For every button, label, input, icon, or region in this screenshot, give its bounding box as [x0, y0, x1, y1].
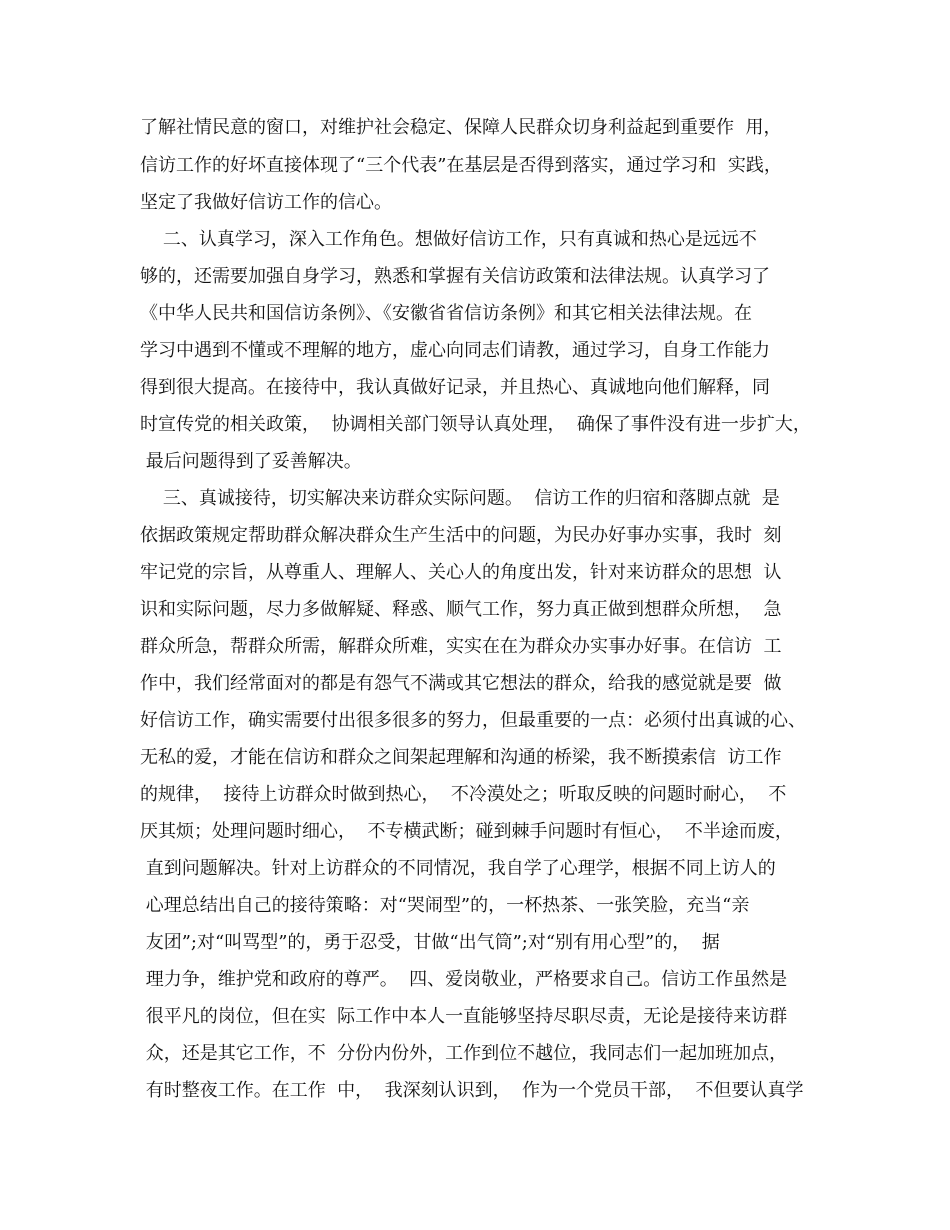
text-line: 最后问题得到了妥善解决。	[140, 451, 362, 472]
text-line: 坚定了我做好信访工作的信心。	[140, 192, 392, 213]
text-line: 作中，我们经常面对的都是有怨气不满或其它想法的群众，给我的感觉就是要 做	[140, 673, 782, 694]
text-line: 牢记党的宗旨，从尊重人、理解人、关心人的角度出发，针对来访群众的思想 认	[140, 562, 782, 583]
text-line: 得到很大提高。在接待中，我认真做好记录，并且热心、真诚地向他们解释，同	[140, 377, 770, 398]
text-line: 三、真诚接待，切实解决来访群众实际问题。 信访工作的归宿和落脚点就 是	[140, 488, 780, 509]
text-line: 时宣传党的相关政策， 协调相关部门领导认真处理， 确保了事件没有进一步扩大，	[140, 414, 811, 435]
text-line: 《中华人民共和国信访条例》、《安徽省省信访条例》和其它相关法律法规。在	[140, 303, 752, 324]
text-line: 直到问题解决。针对上访群众的不同情况，我自学了心理学，根据不同上访人的	[140, 858, 776, 879]
text-line: 依据政策规定帮助群众解决群众生产生活中的问题，为民办好事办实事，我时 刻	[140, 525, 782, 546]
text-line: 群众所急，帮群众所需，解群众所难，实实在在为群众办实事办好事。在信访 工	[140, 636, 782, 657]
text-line: 识和实际问题，尽力多做解疑、释惑、顺气工作，努力真正做到想群众所想， 急	[140, 599, 782, 620]
text-line: 了解社情民意的窗口，对维护社会稳定、保障人民群众切身利益起到重要作 用，	[140, 117, 782, 138]
text-line: 二、认真学习，深入工作角色。想做好信访工作，只有真诚和热心是远远不	[140, 229, 757, 250]
text-line: 厌其烦；处理问题时细心， 不专横武断；碰到棘手问题时有恒心， 不半途而废，	[140, 821, 793, 842]
text-line: 众，还是其它工作，不 分份内份外，工作到位不越位，我同志们一起加班加点，	[140, 1043, 788, 1064]
text-line: 学习中遇到不懂或不理解的地方，虚心向同志们请教，通过学习，自身工作能力	[140, 340, 770, 361]
text-line: 的规律， 接待上访群众时做到热心， 不冷漠处之；听取反映的问题时耐心， 不	[140, 784, 787, 805]
text-line: 心理总结出自己的接待策略：对“哭闹型”的，一杯热茶、一张笑脸，充当“亲	[140, 895, 750, 916]
text-line: 好信访工作，确实需要付出很多很多的努力，但最重要的一点：必须付出真诚的心、	[140, 710, 806, 731]
text-line: 信访工作的好坏直接体现了“三个代表”在基层是否得到落实，通过学习和 实践，	[140, 155, 782, 176]
text-line: 够的，还需要加强自身学习，熟悉和掌握有关信访政策和法律法规。认真学习了	[140, 266, 770, 287]
text-line: 有时整夜工作。在工作 中， 我深刻认识到， 作为一个党员干部， 不但要认真学	[140, 1080, 804, 1101]
text-line: 很平凡的岗位，但在实 际工作中本人一直能够坚持尽职尽责，无论是接待来访群	[140, 1006, 788, 1027]
text-line: 友团”;对“叫骂型”的，勇于忍受，甘做“出气筒”;对“别有用心型”的， 据	[140, 932, 720, 953]
text-line: 理力争，维护党和政府的尊严。 四、爱岗敬业，严格要求自己。信访工作虽然是	[140, 969, 788, 990]
text-line: 无私的爱，才能在信访和群众之间架起理解和沟通的桥梁，我不断摸索信 访工作	[140, 747, 782, 768]
